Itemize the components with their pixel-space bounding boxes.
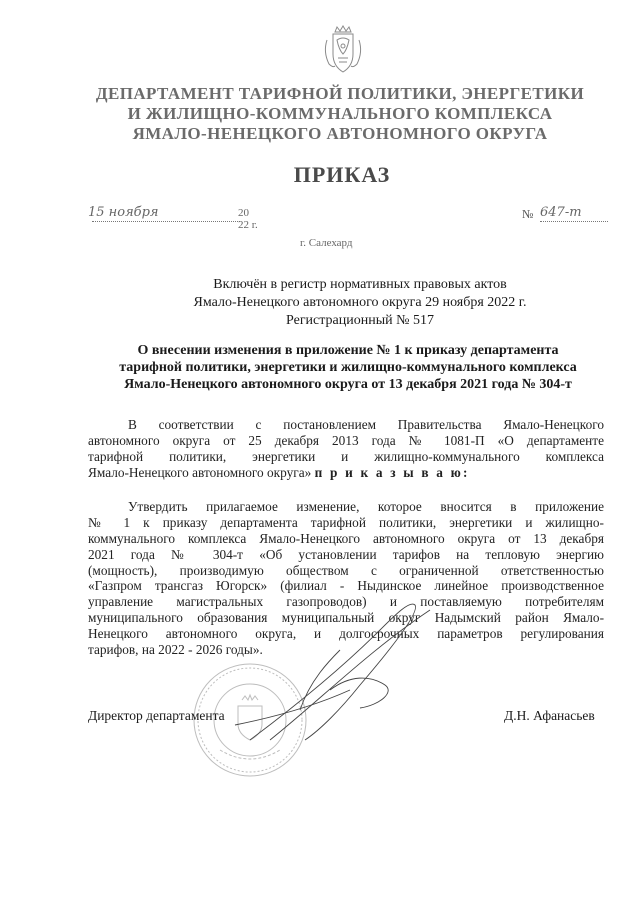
order-subject	[88, 342, 608, 393]
paragraph-line: Ненецкого автономного округа, и долгосрочных параметров регулирования	[88, 626, 604, 642]
handwritten-number: 647-т	[540, 205, 582, 220]
handwritten-date: 15 ноября	[88, 205, 159, 220]
number-sign: №	[522, 207, 534, 221]
document-type-title: ПРИКАЗ	[293, 162, 391, 187]
subject-line: тарифной политики, энергетики и жилищно-коммунального комплекса	[119, 360, 577, 375]
paragraph-line: «Газпром трансгаз Югорск» (филиал - Ныдинское линейное производственное	[88, 578, 604, 594]
department-line-1: ДЕПАРТАМЕНТ ТАРИФНОЙ ПОЛИТИКИ, ЭНЕРГЕТИКИ	[95, 84, 585, 103]
date-underline	[92, 221, 240, 222]
city-label: г. Салехард	[300, 237, 353, 249]
order-date	[88, 205, 258, 231]
registry-line: Включён в регистр нормативных правовых актов	[213, 277, 507, 292]
paragraph-line: автономного округа от 25 декабря 2013 года № 1081-П «О департаменте	[88, 432, 604, 448]
handwritten-signature-icon	[210, 590, 470, 760]
order-number	[522, 205, 612, 225]
paragraph-line-text: Ямало-Ненецкого автономного округа»	[88, 464, 312, 480]
paragraph-line: тарифной политики, энергетики и жилищно-коммунального комплекса	[88, 448, 604, 464]
coat-of-arms-icon	[321, 24, 365, 76]
registry-note	[120, 276, 600, 330]
number-underline	[540, 221, 608, 222]
paragraph-line: В соответствии с постановлением Правительства Ямало-Ненецкого	[128, 417, 604, 432]
paragraph-line: Утвердить прилагаемое изменение, которое вносится в приложение	[128, 499, 604, 514]
paragraph-line	[88, 465, 604, 481]
department-line-3: ЯМАЛО-НЕНЕЦКОГО АВТОНОМНОГО ОКРУГА	[132, 124, 548, 143]
subject-line: О внесении изменения в приложение № 1 к приказу департамента	[137, 343, 559, 358]
signer-position: Директор департамента	[88, 708, 225, 723]
paragraph-line: (мощность), производимую обществом с ограниченной ответственностью	[88, 562, 604, 578]
paragraph-line: № 1 к приказу департамента тарифной политики, энергетики и жилищно-	[88, 514, 604, 530]
date-year: 20 22 г.	[238, 207, 258, 231]
paragraph-line: управление магистральных газопроводов) и поставляемую потребителям	[88, 594, 604, 610]
signer-name: Д.Н. Афанасьев	[504, 708, 595, 723]
registry-line: Ямало-Ненецкого автономного округа 29 ноября 2022 г.	[193, 295, 527, 310]
paragraph-line: 2021 года № 304-т «Об установлении тарифов на тепловую энергию	[88, 546, 604, 562]
order-keyword: п р и к а з ы в а ю:	[314, 464, 470, 480]
paragraph-line: муниципального образования муниципальный округ Надымский район Ямало-	[88, 610, 604, 626]
preamble-paragraph	[88, 417, 604, 481]
subject-line: Ямало-Ненецкого автономного округа от 13 декабря 2021 года № 304-т	[124, 377, 572, 392]
paragraph-line: тарифов, на 2022 - 2026 годы».	[88, 642, 263, 658]
paragraph-line: коммунального комплекса Ямало-Ненецкого автономного округа от 13 декабря	[88, 530, 604, 546]
department-line-2: И ЖИЛИЩНО-КОММУНАЛЬНОГО КОМПЛЕКСА	[127, 104, 553, 123]
registry-line: Регистрационный № 517	[286, 313, 434, 328]
